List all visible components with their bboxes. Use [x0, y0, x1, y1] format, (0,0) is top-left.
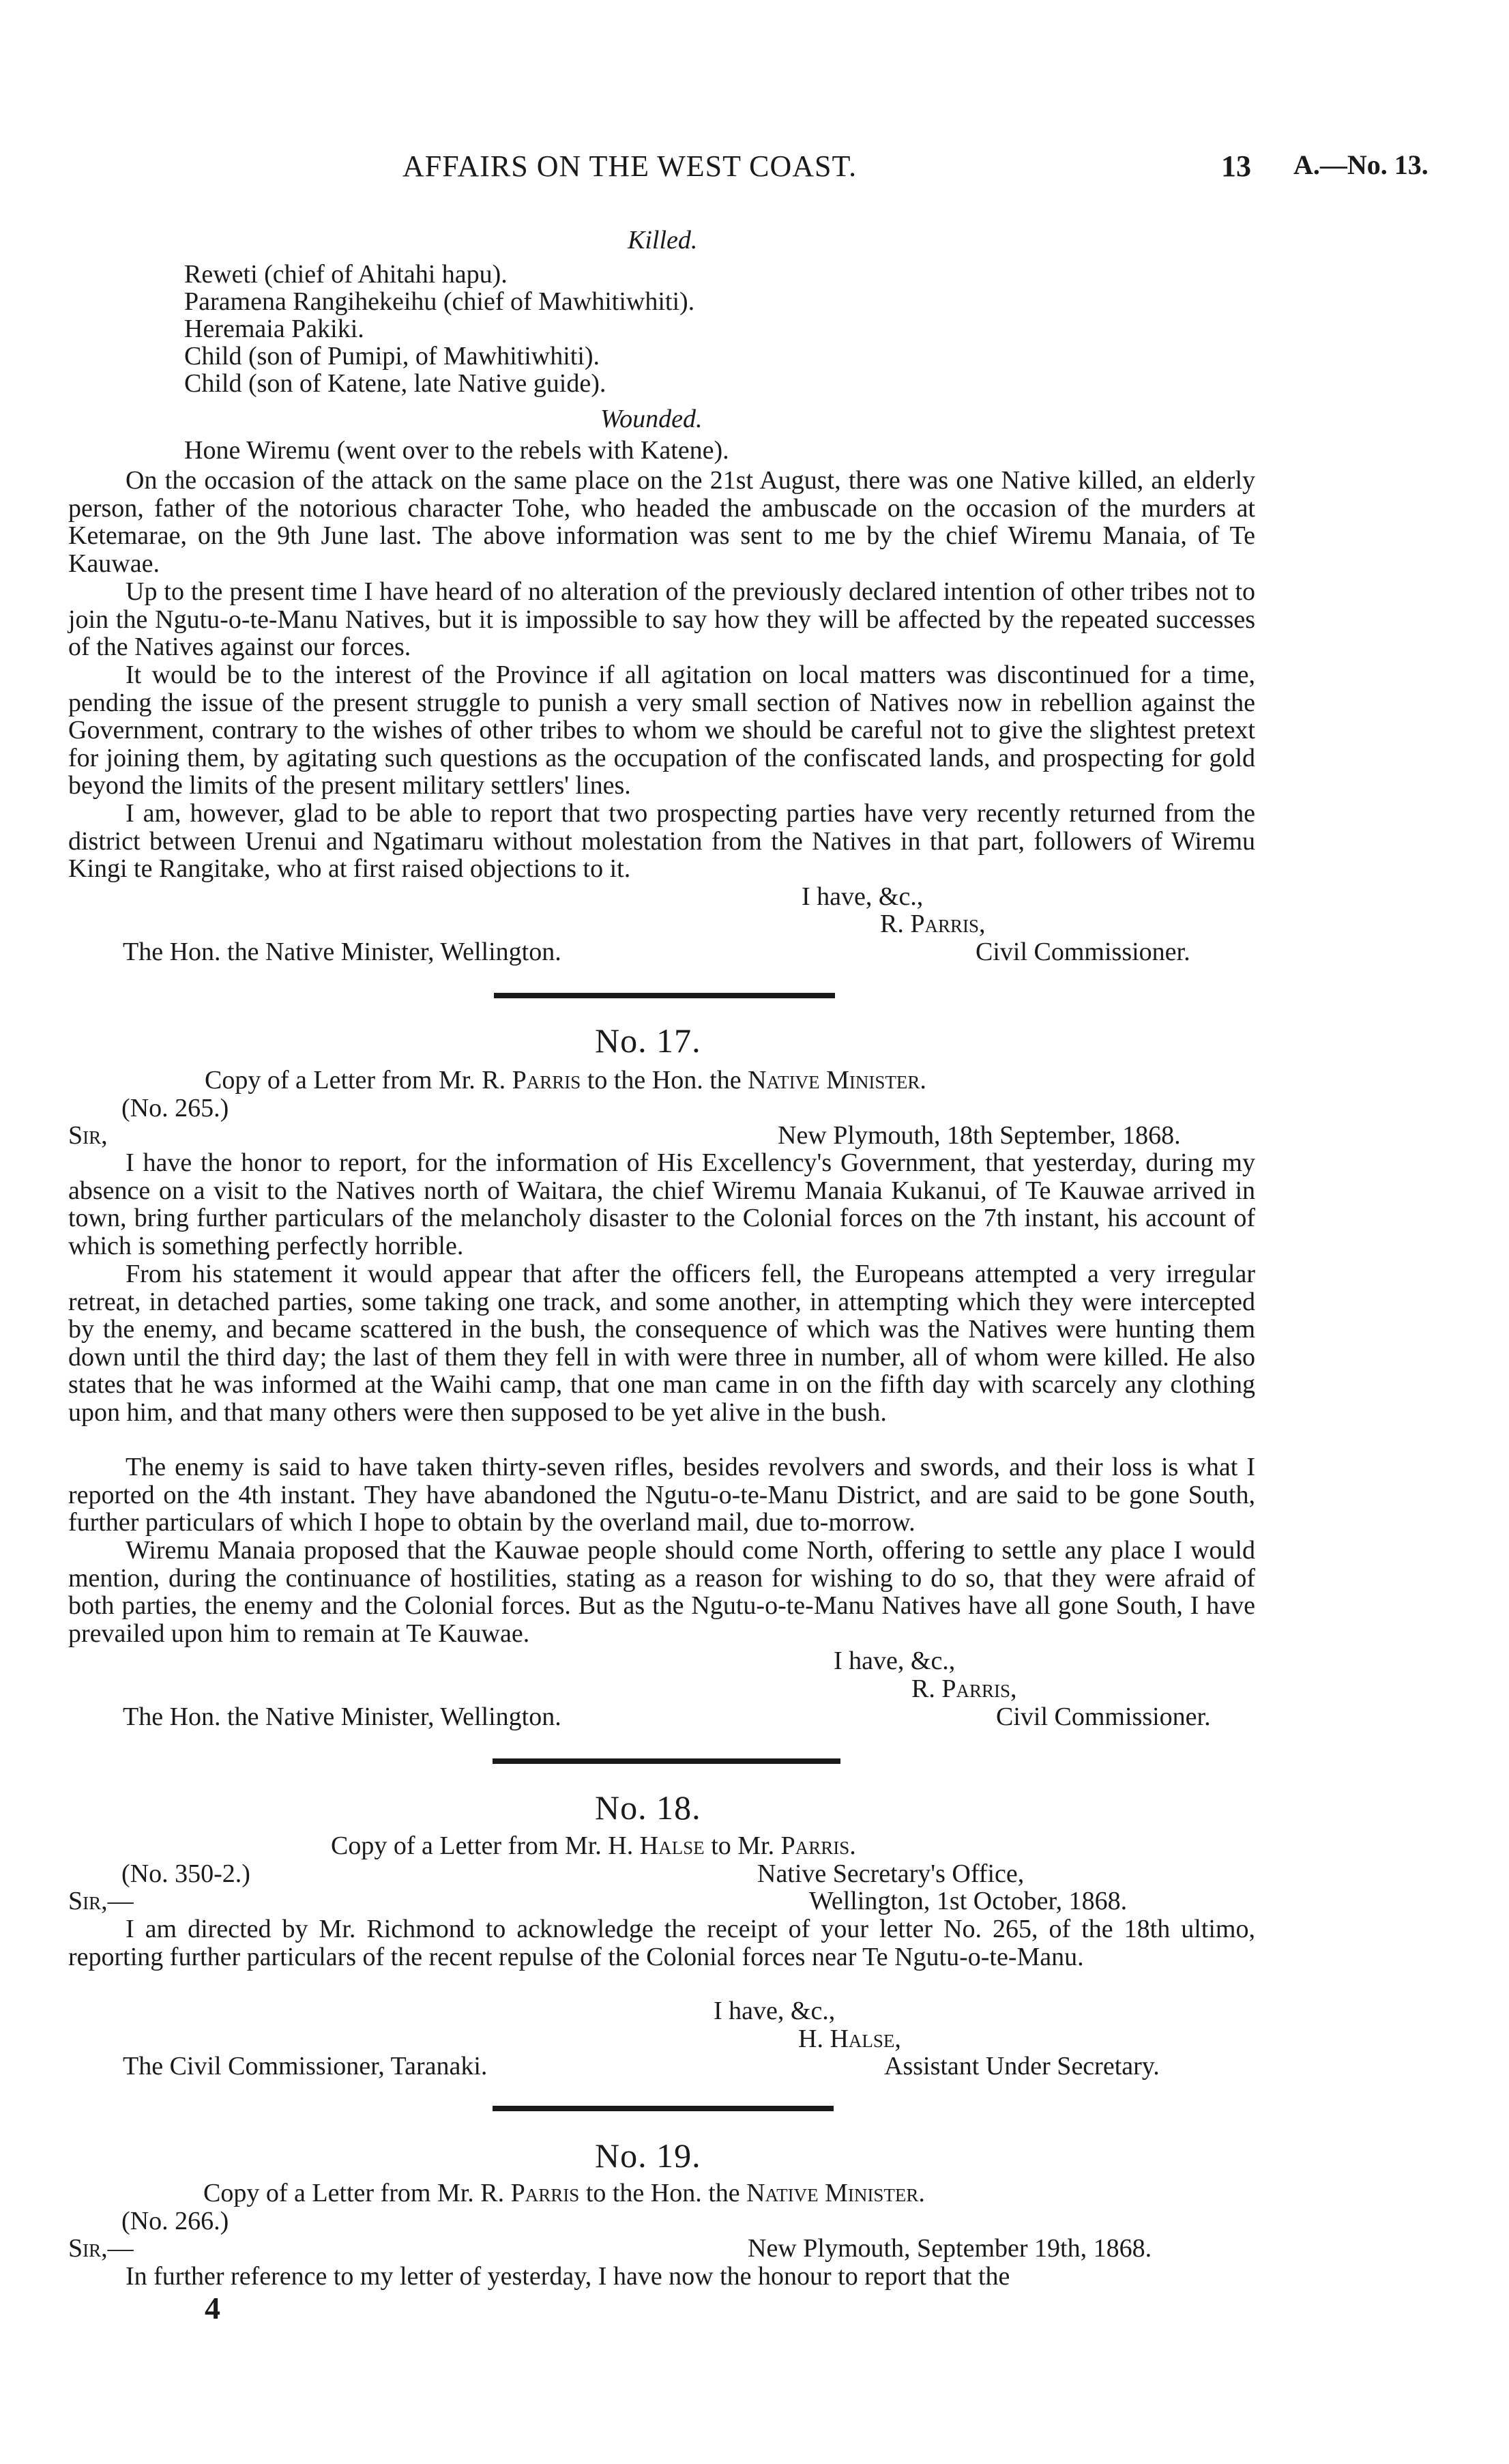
letter-ref: (No. 266.) [121, 2207, 229, 2235]
section-divider [493, 1758, 840, 1764]
paragraph: From his statement it would appear that after the officers fell, the Europeans attempted a very irregular retreat, in detached parties, some taking one track, and some another, in attempting which they were intercepted by the enemy, and became scattered in the bush, the consequence of which was the Natives were hunting them down until the third day; the last of them they fell in with were three in number, all of whom were killed. He also states that he was informed at the Waihi camp, that one man came in on the fifth day with scarcely any clothing upon him, and that many others were then supposed to be yet alive in the bush. [68, 1260, 1255, 1427]
signature: R. Parris, [880, 910, 986, 938]
killed-heading: Killed. [628, 226, 698, 255]
salutation: Sir, [68, 1121, 108, 1150]
letter-caption: Copy of a Letter from Mr. H. Halse to Mr. Parris. [331, 1831, 856, 1860]
signatory-title: Civil Commissioner. [996, 1702, 1211, 1731]
wounded-item: Hone Wiremu (went over to the rebels with Katene). [184, 436, 729, 465]
signature-mark: 4 [205, 2291, 220, 2325]
place-date: New Plymouth, September 19th, 1868. [748, 2234, 1152, 2263]
place-date: New Plymouth, 18th September, 1868. [778, 1121, 1181, 1150]
wounded-heading: Wounded. [600, 405, 703, 433]
place-date: Wellington, 1st October, 1868. [809, 1887, 1128, 1915]
letter-ref: (No. 350-2.) [121, 1859, 250, 1888]
salutation: Sir,— [68, 2234, 134, 2263]
killed-item: Paramena Rangihekeihu (chief of Mawhitiwhiti). [184, 287, 695, 316]
closing: I have, &c., [714, 1997, 836, 2025]
section-divider [493, 2106, 834, 2111]
signature: H. Halse, [798, 2025, 901, 2053]
paragraph: On the occasion of the attack on the same place on the 21st August, there was one Native killed, an elderly person, father of the notorious character Tohe, who headed the ambuscade on the occasion of the murders at Ketemarae, on the 9th June last. The above information was sent to me by the chief Wiremu Manaia, of Te Kauwae. [68, 466, 1255, 578]
killed-item: Child (son of Pumipi, of Mawhitiwhiti). [184, 342, 600, 371]
paragraph: In further reference to my letter of yesterday, I have now the honour to report that the [126, 2262, 1010, 2291]
closing: I have, &c., [834, 1647, 956, 1675]
section-divider [494, 993, 835, 998]
killed-item: Heremaia Pakiki. [184, 315, 364, 343]
killed-item: Child (son of Katene, late Native guide). [184, 369, 606, 398]
paragraph: It would be to the interest of the Province if all agitation on local matters was discontinued for a time, pending the issue of the present struggle to punish a very small section of Natives now in rebellion against the Government, contrary to the wishes of other tribes to whom we should be careful not to give the slightest pretext for joining them, by agitating such questions as the occupation of the confiscated lands, and prospecting for gold beyond the limits of the present military settlers' lines. [68, 661, 1255, 800]
paragraph: The enemy is said to have taken thirty-seven rifles, besides revolvers and swords, and their loss is what I reported on the 4th instant. They have abandoned the Ngutu-o-te-Manu District, and are said to be gone South, further particulars of which I hope to obtain by the overland mail, due to-morrow. [68, 1453, 1255, 1537]
letter-caption: Copy of a Letter from Mr. R. Parris to the Hon. the Native Minister. [205, 1066, 926, 1095]
paragraph: I have the honor to report, for the information of His Excellency's Government, that yesterday, during my absence on a visit to the Natives north of Waitara, the chief Wiremu Manaia Kukanui, of Te Kauwae arrived in town, bring further particulars of the melancholy disaster to the Colonial forces on the 7th instant, his account of which is something perfectly horrible. [68, 1148, 1255, 1260]
signatory-title: Civil Commissioner. [976, 938, 1190, 966]
document-reference: A.—No. 13. [1293, 149, 1429, 180]
paragraph: Up to the present time I have heard of no alteration of the previously declared intention of other tribes not to join the Ngutu-o-te-Manu Natives, but it is impossible to say how they will be affected by the repeated successes of the Natives against our forces. [68, 577, 1255, 661]
page-number: 13 [1221, 149, 1251, 183]
letter-number: No. 18. [595, 1788, 701, 1827]
addressee: The Hon. the Native Minister, Wellington. [123, 1702, 561, 1731]
letter-number: No. 17. [595, 1021, 701, 1060]
letter-ref: (No. 265.) [121, 1094, 229, 1122]
running-header-title: AFFAIRS ON THE WEST COAST. [402, 149, 858, 183]
letter-number: No. 19. [595, 2136, 701, 2175]
paragraph: Wiremu Manaia proposed that the Kauwae people should come North, offering to settle any place I would mention, during the continuance of hostilities, stating as a reason for wishing to do so, that they were afraid of both parties, the enemy and the Colonial forces. But as the Ngutu-o-te-Manu Natives have all gone South, I have prevailed upon him to remain at Te Kauwae. [68, 1536, 1255, 1648]
letter-caption: Copy of a Letter from Mr. R. Parris to the Hon. the Native Minister. [203, 2179, 925, 2207]
closing: I have, &c., [802, 882, 924, 911]
salutation: Sir,— [68, 1887, 134, 1915]
addressee: The Civil Commissioner, Taranaki. [123, 2052, 488, 2081]
office-line: Native Secretary's Office, [757, 1859, 1025, 1888]
killed-list [184, 261, 694, 397]
paragraph: I am directed by Mr. Richmond to acknowledge the receipt of your letter No. 265, of the 18th ultimo, reporting further particulars of the recent repulse of the Colonial forces near Te Ngutu-o-te-Manu. [68, 1915, 1255, 1971]
killed-item: Reweti (chief of Ahitahi hapu). [184, 260, 508, 289]
addressee: The Hon. the Native Minister, Wellington. [123, 938, 561, 966]
signature: R. Parris, [911, 1675, 1017, 1703]
signatory-title: Assistant Under Secretary. [884, 2052, 1160, 2081]
paragraph: I am, however, glad to be able to report that two prospecting parties have very recently returned from the district between Urenui and Ngatimaru without molestation from the Natives in that part, followers of Wiremu Kingi te Rangitake, who at first raised objections to it. [68, 799, 1255, 883]
